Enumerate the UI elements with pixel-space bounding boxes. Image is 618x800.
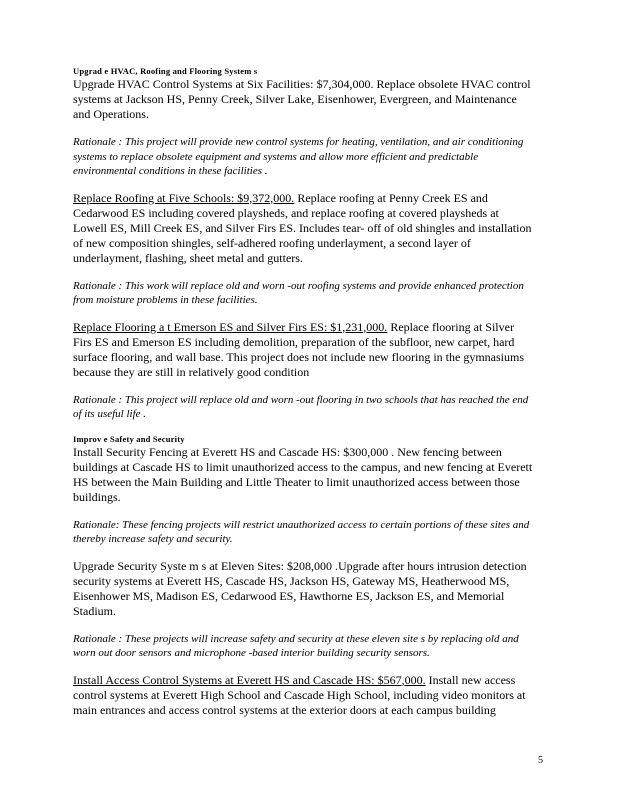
project-security-systems — [73, 559, 533, 619]
project-flooring — [73, 320, 533, 380]
section-heading-security: Improv e Safety and Security — [73, 433, 185, 444]
project-body: Install new access control systems at Everett High School and Cascade High School, including video monitors at main entrances and access control systems at the exterior doors at each campus building — [73, 672, 526, 717]
project-body: Upgrade after hours intrusion detection security systems at Everett HS, Cascade HS, Jackson HS, Gateway MS, Heatherwood MS, Eisenhower MS, Madison ES, Cedarwood ES, Hawthorne ES, Jackson ES, and Memorial Stadium. — [73, 558, 527, 618]
project-title: Install Access Control Systems at Everett HS and Cascade HS: $567,000. — [73, 672, 426, 687]
project-title: Install Security Fencing at Everett HS and Cascade HS: $300,000 . — [73, 444, 395, 459]
page-number: 5 — [538, 755, 543, 766]
project-access-control — [73, 673, 533, 718]
project-hvac — [73, 77, 533, 122]
rationale-fencing: Rationale: These fencing projects will restrict unauthorized access to certain portions of these sites and thereby increase safety and security. — [73, 518, 530, 545]
section-heading-hvac: Upgrad e HVAC, Roofing and Flooring System s — [73, 66, 258, 76]
project-title: Replace Flooring a t Emerson ES and Silver Firs ES: $1,231,000. — [73, 319, 388, 334]
project-title: Replace Roofing at Five Schools: $9,372,000. — [73, 190, 295, 205]
rationale-hvac: Rationale : This project will provide new control systems for heating, ventilation, and air conditioning systems to replace obsolete equipment and systems and allow more efficient and predictable environmental conditions in these facilities . — [73, 136, 524, 177]
document-body — [73, 66, 533, 718]
rationale-flooring: Rationale : This project will replace old and worn -out flooring in two schools that has reached the end of its useful life . — [73, 393, 529, 420]
project-roofing — [73, 191, 533, 266]
project-title: Upgrade Security Syste m s at Eleven Sites: $208,000 . — [73, 558, 338, 573]
rationale-security-systems: Rationale : These projects will increase safety and security at these eleven site s by replacing old and worn out door sensors and microphone -based interior building security sensors. — [73, 632, 519, 659]
project-body: New fencing between buildings at Cascade HS to limit unauthorized access to the campus, and new fencing at Everett HS between the Main Building and Little Theater to limit unauthorized access between those buildings. — [73, 444, 533, 504]
project-title: Upgrade HVAC Control Systems at Six Facilities: $7,304,000. — [73, 77, 374, 91]
rationale-roofing: Rationale : This work will replace old and worn -out roofing systems and provide enhanced protection from moisture problems in these facilities. — [73, 279, 524, 306]
project-body: Replace obsolete HVAC control systems at Jackson HS, Penny Creek, Silver Lake, Eisenhower, Evergreen, and Maintenance and Operations. — [73, 77, 531, 121]
project-body: Replace roofing at Penny Creek ES and Cedarwood ES including covered playsheds, and replace roofing at covered playsheds at Lowell ES, Mill Creek ES, and Silver Firs ES. Includes tear- off of old shingles and installation of new composition shingles, self-adhered roofing underlayment, a second layer of underlayment, flashing, sheet metal and gutters. — [73, 190, 532, 265]
project-body: Replace flooring at Silver Firs ES and Emerson ES including demolition, preparation of the subfloor, new carpet, hard surface flooring, and wall base. This project does not include new flooring in the gymnasiums because they are still in relatively good condition — [73, 319, 525, 379]
project-fencing — [73, 445, 533, 505]
